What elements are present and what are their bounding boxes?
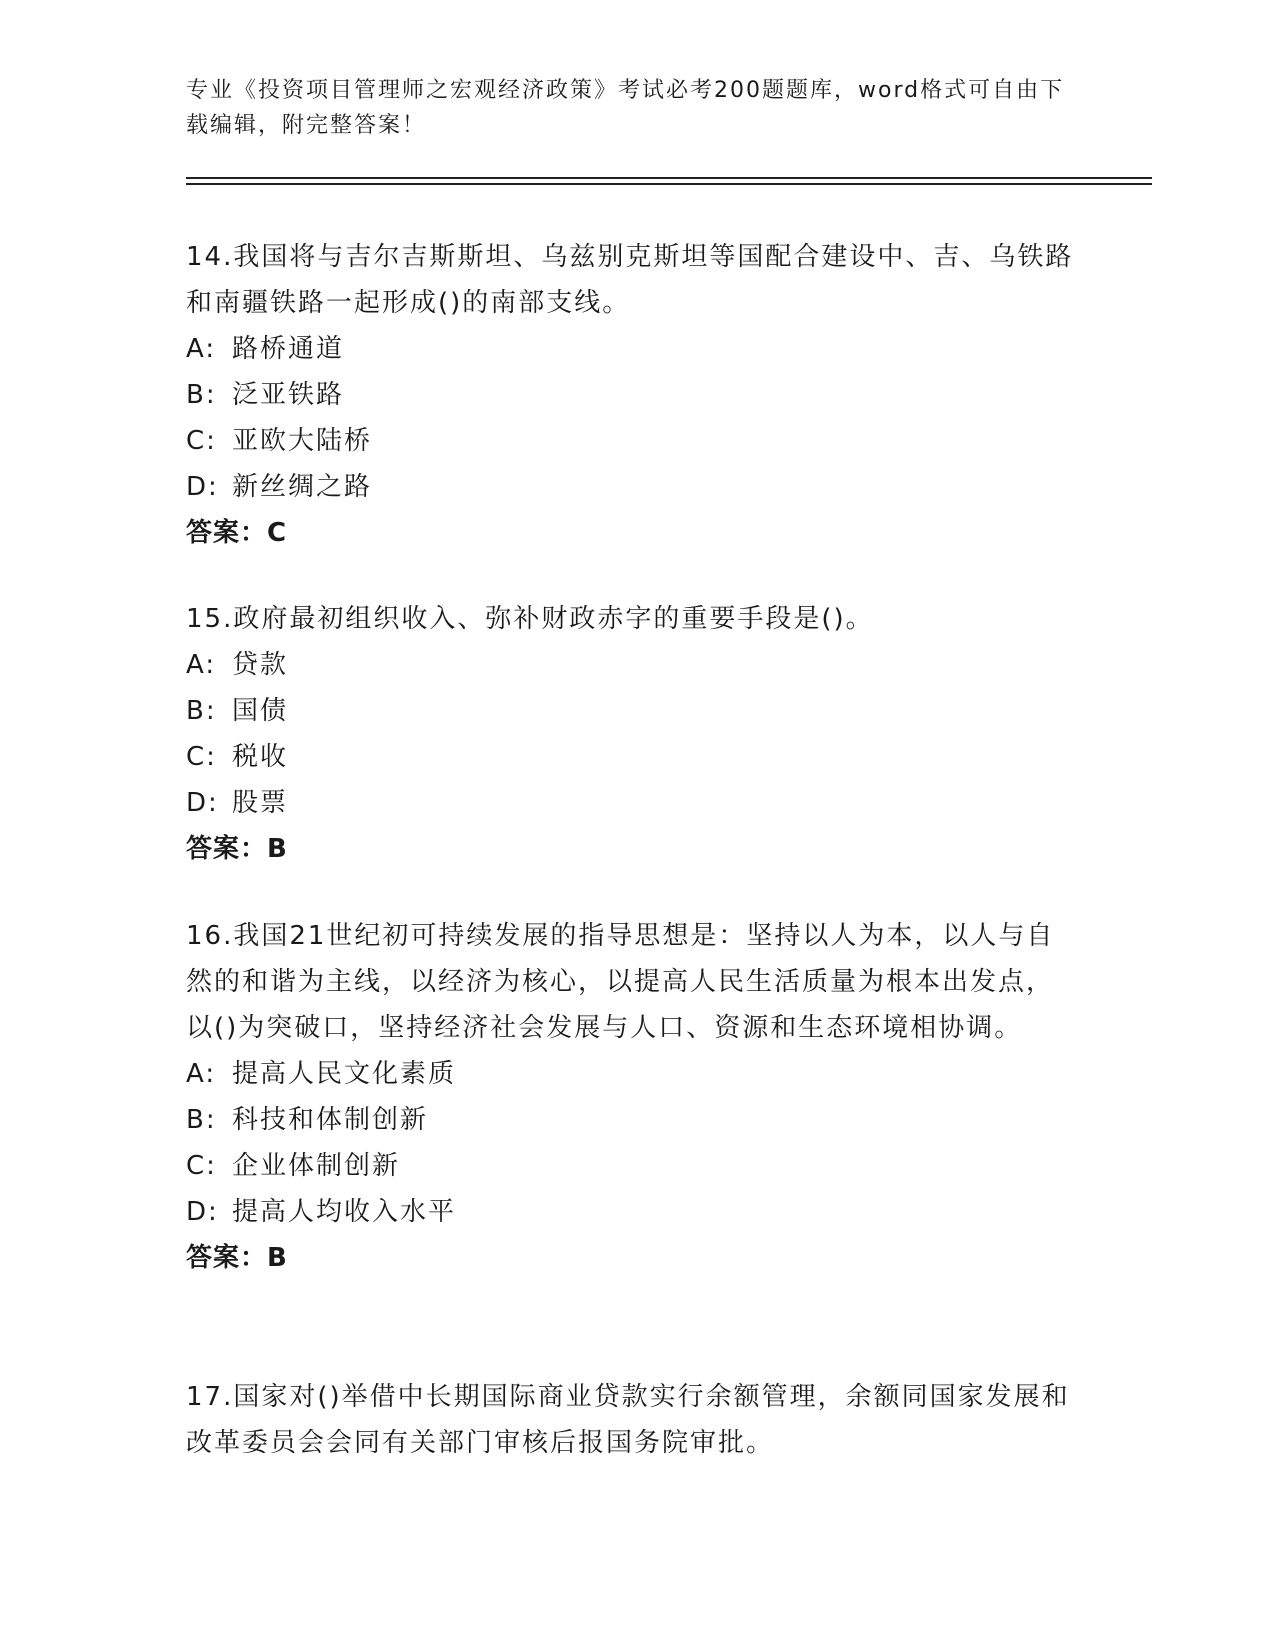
option-b xyxy=(186,688,1076,734)
header-divider-top xyxy=(186,177,1152,179)
option-d xyxy=(186,464,1076,510)
option-text: 路桥通道 xyxy=(232,334,345,364)
document-intro: 专业《投资项目管理师之宏观经济政策》考试必考200题题库，word格式可自由下载编辑，附完整答案！ xyxy=(186,78,1065,138)
option-text: 新丝绸之路 xyxy=(232,472,373,502)
option-a xyxy=(186,326,1076,372)
option-key: C: xyxy=(186,742,217,772)
option-key: B: xyxy=(186,380,217,410)
option-key: C: xyxy=(186,426,217,456)
option-key: A: xyxy=(186,650,217,680)
option-c xyxy=(186,418,1076,464)
option-b xyxy=(186,1097,1076,1143)
option-key: B: xyxy=(186,696,217,726)
question-text: 14.我国将与吉尔吉斯斯坦、乌兹别克斯坦等国配合建设中、吉、乌铁路和南疆铁路一起形成()的南部支线。 xyxy=(186,242,1074,318)
option-text: 提高人民文化素质 xyxy=(232,1059,457,1089)
option-c xyxy=(186,1143,1076,1189)
question-15 xyxy=(186,596,1076,872)
answer: 答案：B xyxy=(186,834,288,864)
option-text: 提高人均收入水平 xyxy=(232,1197,457,1227)
question-text: 15.政府最初组织收入、弥补财政赤字的重要手段是()。 xyxy=(186,604,874,634)
option-c xyxy=(186,734,1076,780)
option-key: D: xyxy=(186,788,219,818)
option-key: B: xyxy=(186,1105,217,1135)
answer: 答案：C xyxy=(186,518,288,548)
option-a xyxy=(186,1051,1076,1097)
option-key: D: xyxy=(186,1197,219,1227)
question-17 xyxy=(186,1374,1076,1466)
option-text: 亚欧大陆桥 xyxy=(232,426,373,456)
option-d xyxy=(186,780,1076,826)
header-divider-bottom xyxy=(186,183,1152,185)
question-16 xyxy=(186,913,1076,1281)
option-key: D: xyxy=(186,472,219,502)
option-d xyxy=(186,1189,1076,1235)
option-text: 国债 xyxy=(232,696,289,726)
option-text: 企业体制创新 xyxy=(232,1151,401,1181)
option-text: 泛亚铁路 xyxy=(232,380,345,410)
option-a xyxy=(186,642,1076,688)
option-key: C: xyxy=(186,1151,217,1181)
option-text: 税收 xyxy=(232,742,289,772)
option-text: 科技和体制创新 xyxy=(232,1105,429,1135)
option-key: A: xyxy=(186,1059,217,1089)
option-key: A: xyxy=(186,334,217,364)
option-b xyxy=(186,372,1076,418)
question-14 xyxy=(186,234,1076,556)
option-text: 股票 xyxy=(232,788,289,818)
question-text: 16.我国21世纪初可持续发展的指导思想是：坚持以人为本，以人与自然的和谐为主线，以经济为核心，以提高人民生活质量为根本出发点，以()为突破口，坚持经济社会发展与人口、资源和生态环境相协调。 xyxy=(186,921,1055,1043)
answer: 答案：B xyxy=(186,1243,288,1273)
option-text: 贷款 xyxy=(232,650,289,680)
question-text: 17.国家对()举借中长期国际商业贷款实行余额管理，余额同国家发展和改革委员会会同有关部门审核后报国务院审批。 xyxy=(186,1382,1070,1458)
